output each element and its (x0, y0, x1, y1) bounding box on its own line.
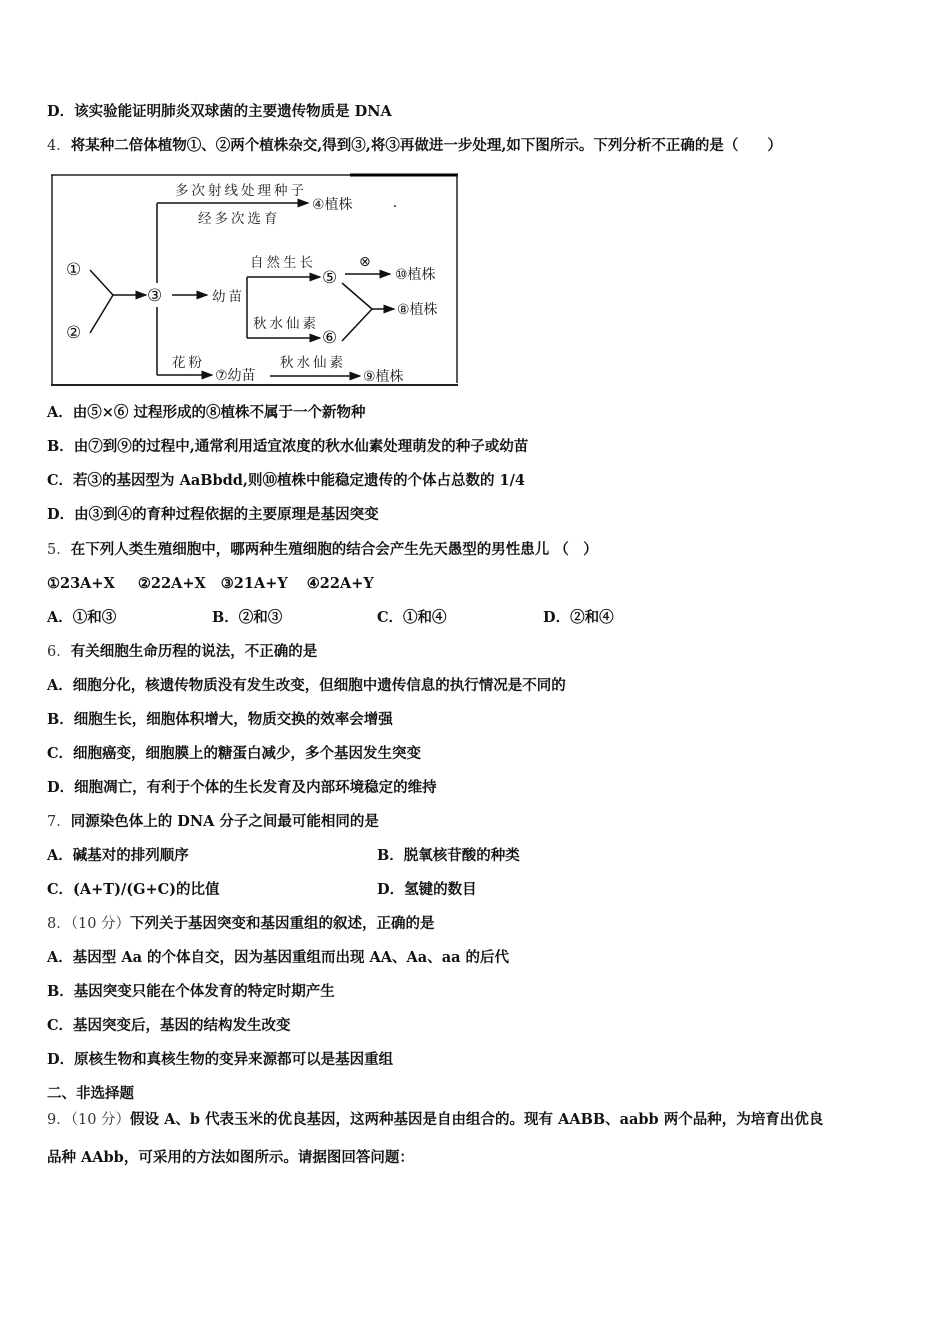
option-text: 细胞凋亡，有利于个体的生长发育及内部环境稳定的维持 (74, 779, 437, 796)
option-text: 基因突变只能在个体发育的特定时期产生 (73, 983, 335, 1000)
q4-stem (47, 136, 782, 156)
q6-stem (47, 642, 317, 662)
question-text: 在下列人类生殖细胞中，哪两种生殖细胞的结合会产生先天愚型的男性患儿 （ ） (70, 541, 598, 558)
node-2: ② (66, 323, 82, 343)
option-letter: D． (47, 779, 75, 796)
question-number: 4． (47, 138, 71, 154)
option-letter: C． (47, 1017, 74, 1034)
q5-option-b (212, 608, 282, 628)
option-letter: D． (377, 881, 405, 898)
option-text: (A+T)/(G+C)的比值 (73, 881, 220, 898)
question-number: 8． (47, 916, 71, 932)
q7-option-b (377, 846, 520, 866)
q6-option-d (47, 778, 437, 798)
q4-option-a (47, 403, 365, 423)
option-text: 碱基对的排列顺序 (72, 847, 189, 864)
option-text: ②和③ (238, 609, 283, 626)
question-text: 假设 A、b 代表玉米的优良基因，这两种基因是自由组合的。现有 AABB、aabb 两个品种，为培育出优良 (130, 1111, 824, 1128)
q7-option-c (47, 880, 220, 900)
q8-option-c (47, 1016, 291, 1036)
option-text: 细胞生长，细胞体积增大，物质交换的效率会增强 (73, 711, 393, 728)
q7-stem (47, 812, 379, 832)
q7-option-a (47, 846, 189, 866)
question-text: 有关细胞生命历程的说法，不正确的是 (70, 643, 318, 660)
option-letter: D． (543, 609, 571, 626)
question-text: 下列关于基因突变和基因重组的叙述，正确的是 (130, 915, 435, 932)
option-letter: B． (47, 983, 74, 1000)
item-1: ①23A+X (47, 575, 115, 592)
option-letter: C． (47, 745, 74, 762)
option-letter: C． (47, 472, 74, 489)
section-title: 二、非选择题 (47, 1085, 134, 1102)
breeding-diagram (50, 173, 460, 387)
option-text: 细胞癌变，细胞膜上的糖蛋白减少，多个基因发生突变 (73, 745, 422, 762)
q6-option-c (47, 744, 421, 764)
item-4: ④22A+Y (306, 575, 374, 592)
node-10-plant: ⑩植株 (395, 267, 436, 283)
question-number: 9． (47, 1112, 71, 1128)
option-letter: B． (47, 711, 74, 728)
option-letter: D． (47, 103, 75, 120)
option-letter: A． (47, 949, 73, 966)
q8-option-a (47, 948, 509, 968)
option-letter: B． (212, 609, 239, 626)
option-text: 由③到④的育种过程依据的主要原理是基因突变 (74, 506, 379, 523)
label-radiation: 多次射线处理种子 (175, 183, 307, 199)
option-letter: A． (47, 609, 73, 626)
q5-items (47, 574, 374, 594)
q4-option-b (47, 437, 528, 457)
node-7-seedling: ⑦幼苗 (215, 368, 256, 384)
label-natural-growth: 自然生长 (250, 255, 316, 271)
question-score: （10 分） (70, 916, 131, 932)
question-number: 7． (47, 814, 71, 830)
q5-option-d (543, 608, 614, 628)
item-3: ③21A+Y (220, 575, 288, 592)
q8-stem (47, 914, 435, 934)
q9-stem-line2: 品种 AAbb，可采用的方法如图所示。请据图回答问题： (47, 1149, 414, 1166)
node-9-plant: ⑨植株 (363, 369, 404, 385)
q5-option-c (377, 608, 447, 628)
label-pollen: 花粉 (172, 355, 205, 371)
q5-option-a (47, 608, 116, 628)
option-text: 基因突变后，基因的结构发生改变 (73, 1017, 291, 1034)
option-letter: C． (377, 609, 404, 626)
q5-stem (47, 540, 598, 560)
option-text: 原核生物和真核生物的变异来源都可以是基因重组 (74, 1051, 394, 1068)
q4-option-d (47, 505, 379, 525)
question-score: （10 分） (70, 1112, 131, 1128)
q9-stem-line1 (47, 1110, 823, 1130)
node-4-plant: ④植株 (312, 197, 353, 213)
option-text: ②和④ (570, 609, 614, 626)
q6-option-b (47, 710, 393, 730)
question-number: 6． (47, 644, 71, 660)
option-text: 基因型 Aa 的个体自交，因为基因重组而出现 AA、Aa、aa 的后代 (72, 949, 510, 966)
node-1: ① (66, 260, 82, 280)
option-letter: D． (47, 1051, 75, 1068)
question-number: 5． (47, 542, 71, 558)
option-text: 该实验能证明肺炎双球菌的主要遗传物质是 DNA (74, 103, 392, 120)
q3-option-d (47, 102, 392, 122)
option-text: 若③的基因型为 AaBbdd,则⑩植株中能稳定遗传的个体占总数的 1/4 (73, 472, 525, 489)
q8-option-b (47, 982, 335, 1002)
label-selection: 经多次选育 (198, 211, 281, 227)
question-text: 将某种二倍体植物①、②两个植株杂交,得到③,将③再做进一步处理,如下图所示。下列分析不正确的是（ ） (70, 137, 782, 154)
option-letter: A． (47, 847, 73, 864)
q8-option-d (47, 1050, 393, 1070)
option-letter: D． (47, 506, 75, 523)
option-letter: A． (47, 404, 73, 421)
option-text: 由⑦到⑨的过程中,通常利用适宜浓度的秋水仙素处理萌发的种子或幼苗 (73, 438, 529, 455)
label-colchicine-1: 秋水仙素 (253, 316, 319, 332)
option-letter: B． (377, 847, 404, 864)
option-text: 由⑤×⑥ 过程形成的⑧植株不属于一个新物种 (72, 404, 366, 421)
q4-option-c (47, 471, 525, 491)
option-text: ①和③ (72, 609, 117, 626)
item-2: ②22A+X (137, 575, 206, 592)
option-text: 氢键的数目 (404, 881, 477, 898)
option-text: 细胞分化，核遗传物质没有发生改变，但细胞中遗传信息的执行情况是不同的 (72, 677, 566, 694)
option-letter: A． (47, 677, 73, 694)
node-6: ⑥ (322, 328, 338, 348)
question-text: 同源染色体上的 DNA 分子之间最可能相同的是 (70, 813, 379, 830)
q7-option-d (377, 880, 477, 900)
label-colchicine-2: 秋水仙素 (280, 355, 346, 371)
option-letter: B． (47, 438, 74, 455)
option-text: 脱氧核苷酸的种类 (403, 847, 520, 864)
q6-option-a (47, 676, 566, 696)
node-5: ⑤ (322, 268, 338, 288)
option-letter: C． (47, 881, 74, 898)
option-text: ①和④ (403, 609, 447, 626)
node-8-plant: ⑧植株 (397, 302, 438, 318)
node-3: ③ (147, 286, 163, 306)
seedling: 幼苗 (212, 289, 245, 305)
selfing-symbol: ⊗ (359, 254, 371, 270)
